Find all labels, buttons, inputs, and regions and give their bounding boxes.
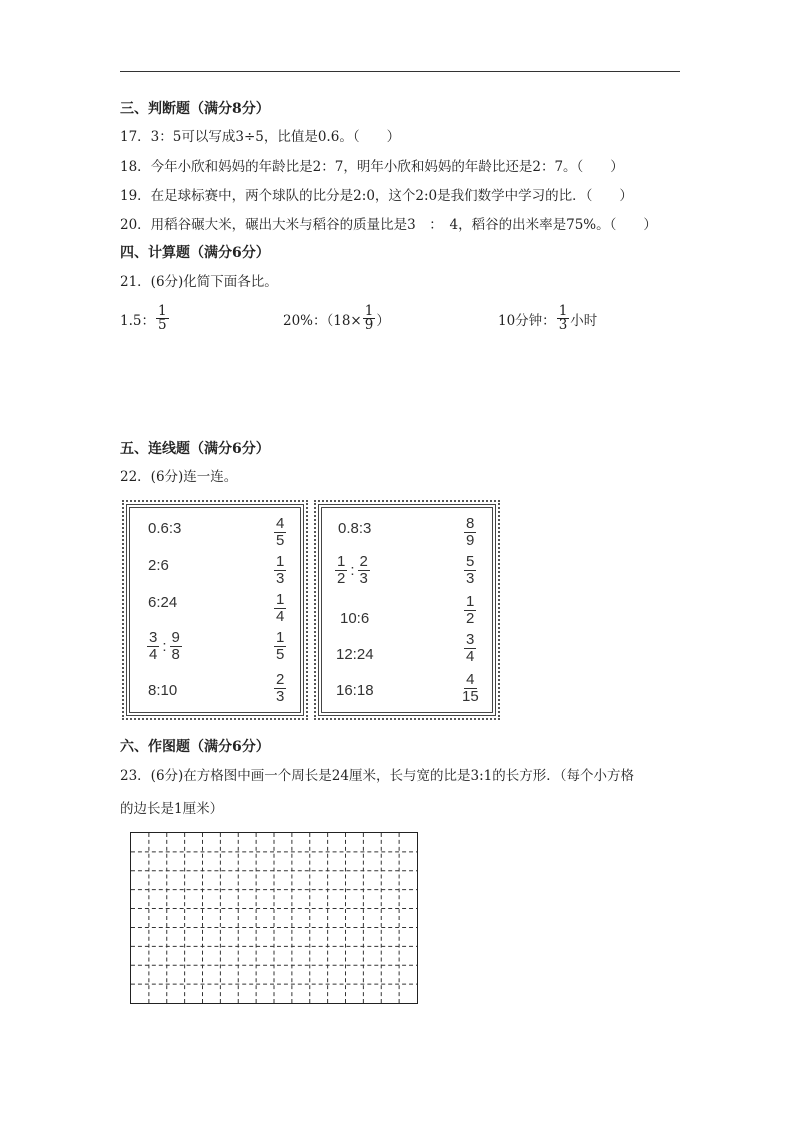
grid-lines [131,833,417,1003]
ratio-expression-1 [120,305,170,332]
box1-right-item-3[interactable] [273,592,287,625]
box1-right-num-4: 1 [276,629,285,646]
box1-right-item-4[interactable] [273,630,287,663]
box2-item2-den-a: 2 [337,570,346,587]
box2-right-item-3[interactable] [463,594,477,627]
box1-left-item-5[interactable]: 8:10 [148,682,178,699]
expr2-rhs: ） [376,312,390,329]
box1-right-den-4: 5 [276,646,285,663]
box2-right-den-4: 4 [466,648,475,665]
box1-right-num-2: 1 [276,553,285,570]
box2-right-item-2[interactable] [463,554,477,587]
box1-left-item-2[interactable]: 2:6 [148,557,169,574]
box1-item4-num-a: 3 [149,629,158,646]
box2-right-den-3: 2 [466,610,475,627]
box1-item4-frac-a [147,630,159,663]
expr3-rhs: 小时 [570,312,598,329]
box2-left-item-4[interactable]: 12:24 [336,646,374,663]
box1-right-den-2: 3 [276,570,285,587]
expr2-fraction [363,305,376,332]
question-21: 21．(6分)化简下面各比。 [120,274,278,290]
box1-right-item-2[interactable] [273,554,287,587]
box2-right-den-5: 15 [462,688,479,705]
drawing-grid[interactable] [130,832,418,1004]
box1-right-den-5: 3 [276,688,285,705]
box2-item2-den-b: 3 [359,570,368,587]
expr2-den: 9 [364,317,374,333]
section5-title: 五、连线题（满分6分） [120,441,270,457]
section4-title: 四、计算题（满分6分） [120,245,270,261]
expr3-lhs: 10分钟： [498,312,556,329]
box1-item4-den-b: 8 [171,646,180,663]
box1-right-frac-5 [274,672,286,705]
expr2-num: 1 [364,303,374,319]
question-20: 20．用稻谷碾大米，碾出大米与稻谷的质量比是3 ： 4，稻谷的出米率是75%。（ ） [120,217,657,233]
box2-right-frac-3 [464,594,476,627]
expr1-num: 1 [157,303,167,319]
box2-right-num-4: 3 [466,631,475,648]
question-22: 22．(6分)连一连。 [120,469,238,485]
header-rule [120,71,680,72]
box1-right-frac-1 [274,516,286,549]
box2-right-item-4[interactable] [463,632,477,665]
box2-left-item-2[interactable] [334,554,371,587]
box2-left-item-3[interactable]: 10:6 [340,610,370,627]
box2-right-frac-1 [464,516,476,549]
box1-right-num-5: 2 [276,671,285,688]
expr2-lhs: 20%：（18× [283,312,362,329]
box1-left-item-4[interactable] [146,630,183,663]
expr1-den: 5 [157,317,167,333]
box1-left-item-1[interactable]: 0.6:3 [148,520,182,537]
ratio-expression-3 [498,305,597,332]
box2-right-num-5: 4 [466,671,475,688]
question-18: 18．今年小欣和妈妈的年龄比是2：7，明年小欣和妈妈的年龄比还是2：7。（ ） [120,159,624,175]
box2-right-num-1: 8 [466,515,475,532]
box2-right-item-5[interactable] [459,672,482,705]
box2-right-frac-5 [460,672,481,705]
box2-right-num-3: 1 [466,593,475,610]
question-23-line2: 的边长是1厘米） [120,801,224,817]
box1-right-frac-3 [274,592,286,625]
box2-left-item-1[interactable]: 0.8:3 [338,520,372,537]
box1-item4-den-a: 4 [149,646,158,663]
box1-item4-num-b: 9 [171,629,180,646]
box2-right-den-2: 3 [466,570,475,587]
box1-left-item-3[interactable]: 6:24 [148,594,178,611]
box2-right-frac-4 [464,632,476,665]
box2-left-item-5[interactable]: 16:18 [336,682,374,699]
box2-item2-colon: : [350,562,355,579]
box2-right-frac-2 [464,554,476,587]
question-23-line1: 23．(6分)在方格图中画一个周长是24厘米，长与宽的比是3:1的长方形．（每个小方格 [120,768,634,784]
box2-item2-num-b: 2 [359,553,368,570]
box2-right-num-2: 5 [466,553,475,570]
box2-item2-frac-a [335,554,347,587]
box2-right-den-1: 9 [466,532,475,549]
box1-right-item-1[interactable] [273,516,287,549]
expr3-den: 3 [558,317,568,333]
ratio-expression-2 [283,305,390,332]
box2-item2-num-a: 1 [337,553,346,570]
question-19: 19．在足球标赛中，两个球队的比分是2:0，这个2:0是我们数学中学习的比．（ ） [120,188,633,204]
box1-right-den-3: 4 [276,608,285,625]
box1-item4-colon: : [162,638,167,655]
box2-right-item-1[interactable] [463,516,477,549]
box1-item4-frac-b [170,630,182,663]
expr1-lhs: 1.5： [120,312,155,329]
box1-right-frac-2 [274,554,286,587]
box1-right-num-3: 1 [276,591,285,608]
box1-right-frac-4 [274,630,286,663]
section6-title: 六、作图题（满分6分） [120,739,270,755]
box2-item2-frac-b [358,554,370,587]
box1-right-num-1: 4 [276,515,285,532]
expr1-fraction [156,305,169,332]
expr3-num: 1 [558,303,568,319]
box1-right-item-5[interactable] [273,672,287,705]
box1-right-den-1: 5 [276,532,285,549]
section3-title: 三、判断题（满分8分） [120,101,270,117]
expr3-fraction [557,305,570,332]
question-17: 17．3：5可以写成3÷5，比值是0.6。（ ） [120,129,401,145]
